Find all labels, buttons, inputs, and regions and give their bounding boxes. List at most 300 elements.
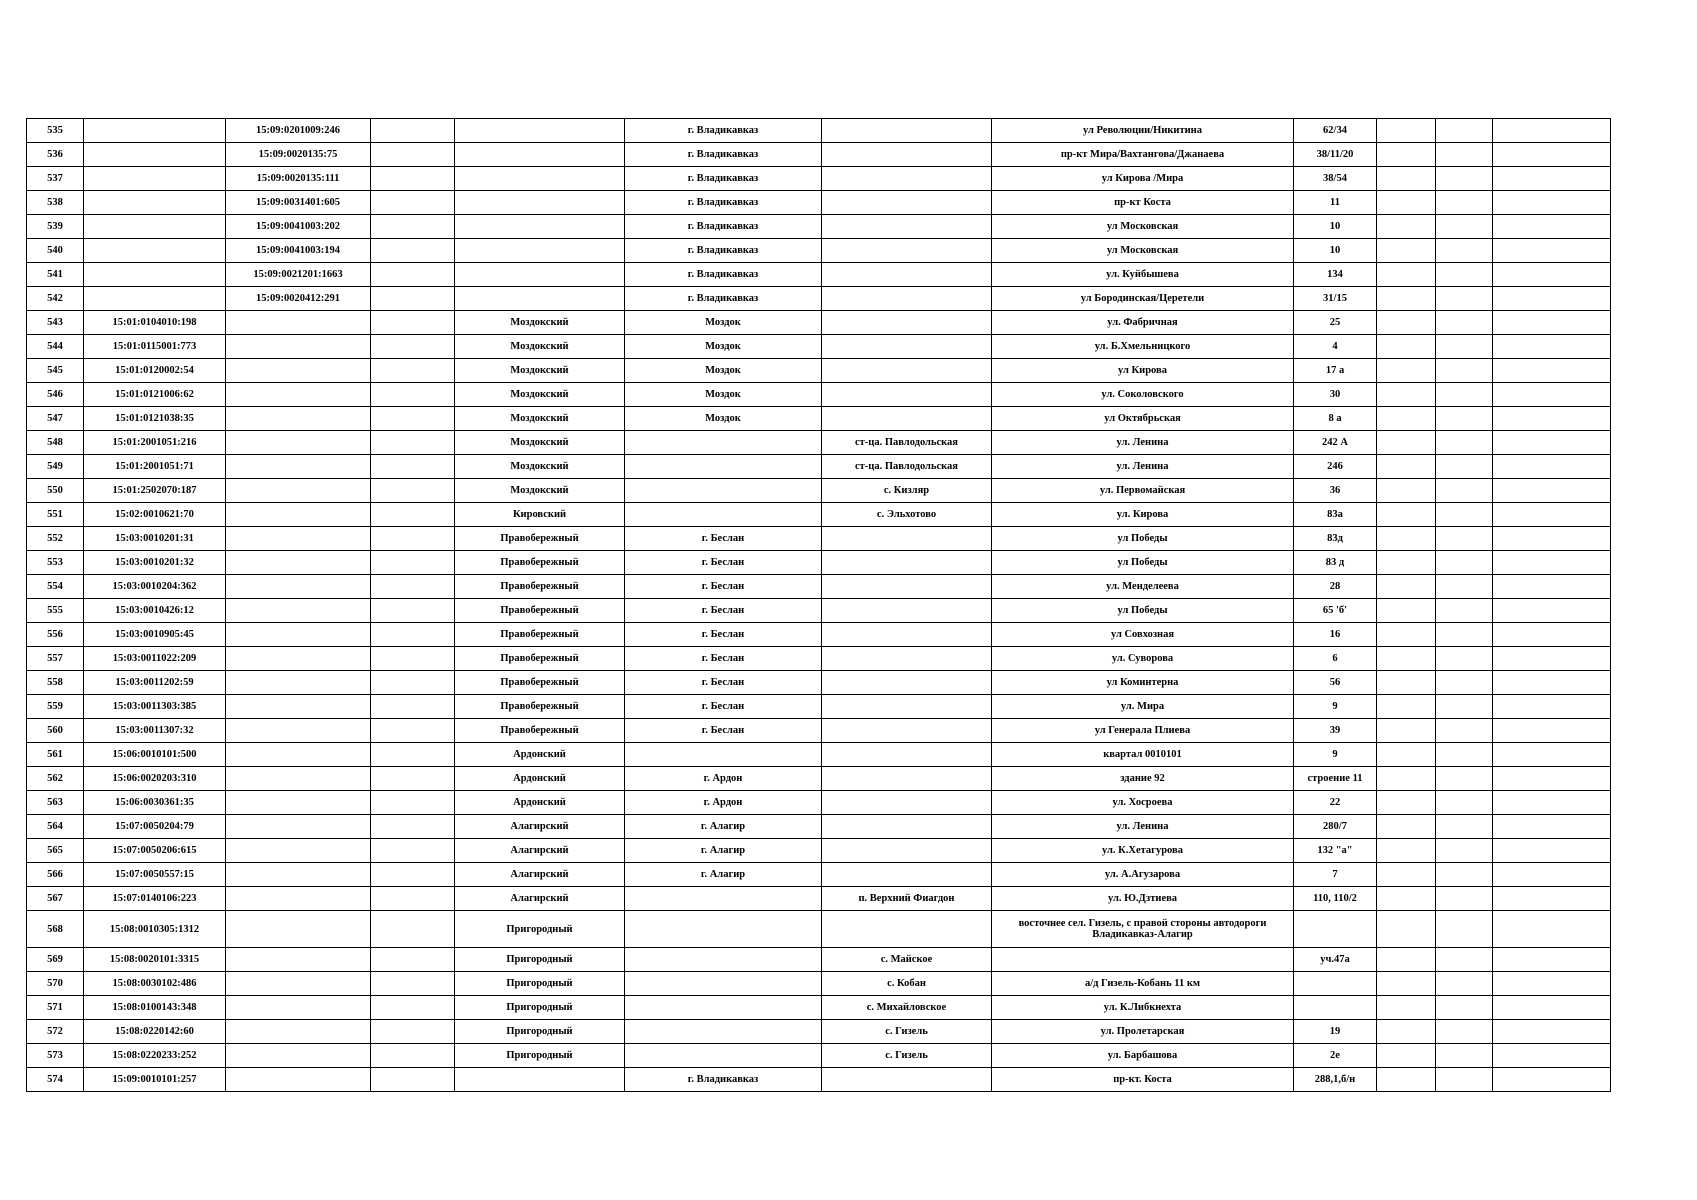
cadastral-number-cell: 15:08:0220142:60 (84, 1020, 226, 1044)
row-number-cell: 535 (27, 119, 84, 143)
blank-cell (1436, 551, 1493, 575)
table-row (27, 359, 1611, 383)
table-row (27, 407, 1611, 431)
cadastral-number-cell (84, 119, 226, 143)
cadastral-number-alt-cell (226, 1020, 371, 1044)
blank-cell (1436, 383, 1493, 407)
blank-cell (1436, 335, 1493, 359)
cadastral-number-cell: 15:01:0121038:35 (84, 407, 226, 431)
cadastral-number-cell (84, 239, 226, 263)
blank-cell (1436, 1020, 1493, 1044)
cadastral-number-cell: 15:06:0020203:310 (84, 767, 226, 791)
row-number-cell: 537 (27, 167, 84, 191)
table-row (27, 1020, 1611, 1044)
table-row (27, 479, 1611, 503)
district-cell: Кировский (455, 503, 625, 527)
settlement-cell (822, 719, 992, 743)
blank-cell (1436, 671, 1493, 695)
blank-cell (1377, 287, 1436, 311)
cadastral-number-alt-cell: 15:09:0201009:246 (226, 119, 371, 143)
district-cell: Пригородный (455, 1020, 625, 1044)
blank-cell (1436, 215, 1493, 239)
settlement-cell: с. Михайловское (822, 996, 992, 1020)
row-number-cell: 549 (27, 455, 84, 479)
cadastral-number-alt-cell (226, 839, 371, 863)
house-number-cell: 28 (1294, 575, 1377, 599)
settlement-cell (822, 407, 992, 431)
cadastral-number-alt-cell (226, 335, 371, 359)
city-cell: г. Беслан (625, 575, 822, 599)
cadastral-number-alt-cell (226, 695, 371, 719)
city-cell: г. Беслан (625, 551, 822, 575)
table-row (27, 695, 1611, 719)
house-number-cell: 110, 110/2 (1294, 887, 1377, 911)
cadastral-number-cell: 15:09:0010101:257 (84, 1068, 226, 1092)
settlement-cell: с. Эльхотово (822, 503, 992, 527)
blank-cell (1493, 599, 1611, 623)
city-cell (625, 972, 822, 996)
house-number-cell: 280/7 (1294, 815, 1377, 839)
blank-cell (1377, 599, 1436, 623)
blank-cell (1377, 719, 1436, 743)
blank-cell (371, 815, 455, 839)
blank-cell (1436, 407, 1493, 431)
table-row (27, 575, 1611, 599)
blank-cell (1377, 1020, 1436, 1044)
cadastral-number-cell: 15:08:0100143:348 (84, 996, 226, 1020)
blank-cell (371, 647, 455, 671)
cadastral-number-alt-cell (226, 383, 371, 407)
cadastral-number-cell: 15:03:0010201:31 (84, 527, 226, 551)
cadastral-number-alt-cell (226, 647, 371, 671)
district-cell: Правобережный (455, 647, 625, 671)
district-cell: Моздокский (455, 455, 625, 479)
blank-cell (1493, 791, 1611, 815)
cadastral-number-alt-cell (226, 503, 371, 527)
city-cell: Моздок (625, 311, 822, 335)
blank-cell (1493, 972, 1611, 996)
city-cell: г. Владикавказ (625, 215, 822, 239)
district-cell: Пригородный (455, 996, 625, 1020)
settlement-cell (822, 143, 992, 167)
blank-cell (371, 575, 455, 599)
district-cell (455, 119, 625, 143)
cadastral-number-alt-cell: 15:09:0020412:291 (226, 287, 371, 311)
cadastral-number-alt-cell (226, 575, 371, 599)
blank-cell (1377, 948, 1436, 972)
street-cell: здание 92 (992, 767, 1294, 791)
cadastral-number-cell: 15:07:0050204:79 (84, 815, 226, 839)
street-cell: ул. Первомайская (992, 479, 1294, 503)
district-cell: Моздокский (455, 359, 625, 383)
cadastral-number-alt-cell (226, 359, 371, 383)
cadastral-number-alt-cell (226, 551, 371, 575)
blank-cell (371, 119, 455, 143)
street-cell: ул. А.Агузарова (992, 863, 1294, 887)
cadastral-number-cell: 15:03:0010204:362 (84, 575, 226, 599)
cadastral-number-cell: 15:01:2001051:71 (84, 455, 226, 479)
street-cell: ул. Ленина (992, 455, 1294, 479)
blank-cell (371, 167, 455, 191)
blank-cell (1377, 479, 1436, 503)
cadastral-number-cell: 15:08:0220233:252 (84, 1044, 226, 1068)
district-cell: Правобережный (455, 575, 625, 599)
street-cell: ул Победы (992, 599, 1294, 623)
blank-cell (1436, 479, 1493, 503)
cadastral-number-alt-cell: 15:09:0020135:75 (226, 143, 371, 167)
cadastral-number-alt-cell (226, 911, 371, 948)
blank-cell (1493, 479, 1611, 503)
house-number-cell: строение 11 (1294, 767, 1377, 791)
blank-cell (371, 911, 455, 948)
blank-cell (371, 143, 455, 167)
cadastral-number-alt-cell (226, 407, 371, 431)
blank-cell (1493, 335, 1611, 359)
blank-cell (1436, 815, 1493, 839)
street-cell: ул Московская (992, 215, 1294, 239)
row-number-cell: 548 (27, 431, 84, 455)
settlement-cell (822, 215, 992, 239)
house-number-cell (1294, 996, 1377, 1020)
street-cell: ул Коминтерна (992, 671, 1294, 695)
district-cell: Моздокский (455, 479, 625, 503)
cadastral-number-alt-cell: 15:09:0020135:111 (226, 167, 371, 191)
street-cell: а/д Гизель-Кобань 11 км (992, 972, 1294, 996)
cadastral-number-cell: 15:03:0011303:385 (84, 695, 226, 719)
city-cell: г. Владикавказ (625, 239, 822, 263)
cadastral-number-alt-cell (226, 791, 371, 815)
blank-cell (1436, 647, 1493, 671)
blank-cell (371, 359, 455, 383)
table-row (27, 972, 1611, 996)
cadastral-number-alt-cell (226, 1068, 371, 1092)
cadastral-number-cell (84, 287, 226, 311)
district-cell: Моздокский (455, 311, 625, 335)
table-row (27, 191, 1611, 215)
house-number-cell: 2е (1294, 1044, 1377, 1068)
house-number-cell: 132 "а" (1294, 839, 1377, 863)
table-row (27, 791, 1611, 815)
blank-cell (1436, 431, 1493, 455)
table-row (27, 839, 1611, 863)
cadastral-number-alt-cell (226, 863, 371, 887)
house-number-cell: 10 (1294, 239, 1377, 263)
blank-cell (1436, 996, 1493, 1020)
blank-cell (1436, 311, 1493, 335)
city-cell (625, 1044, 822, 1068)
cadastral-number-cell: 15:03:0010201:32 (84, 551, 226, 575)
district-cell: Правобережный (455, 551, 625, 575)
blank-cell (1377, 972, 1436, 996)
district-cell: Пригородный (455, 911, 625, 948)
blank-cell (371, 671, 455, 695)
cadastral-number-alt-cell (226, 311, 371, 335)
cadastral-number-alt-cell (226, 767, 371, 791)
district-cell: Правобережный (455, 671, 625, 695)
district-cell: Моздокский (455, 383, 625, 407)
blank-cell (371, 335, 455, 359)
blank-cell (1493, 839, 1611, 863)
street-cell (992, 948, 1294, 972)
district-cell: Алагирский (455, 887, 625, 911)
blank-cell (1493, 996, 1611, 1020)
blank-cell (1493, 407, 1611, 431)
settlement-cell (822, 311, 992, 335)
blank-cell (1436, 143, 1493, 167)
row-number-cell: 555 (27, 599, 84, 623)
street-cell: ул Московская (992, 239, 1294, 263)
blank-cell (1493, 383, 1611, 407)
house-number-cell: 38/11/20 (1294, 143, 1377, 167)
row-number-cell: 559 (27, 695, 84, 719)
city-cell (625, 887, 822, 911)
district-cell (455, 287, 625, 311)
cadastral-number-alt-cell: 15:09:0041003:194 (226, 239, 371, 263)
blank-cell (1377, 1044, 1436, 1068)
blank-cell (371, 431, 455, 455)
cadastral-number-cell: 15:01:2502070:187 (84, 479, 226, 503)
blank-cell (1377, 239, 1436, 263)
settlement-cell (822, 599, 992, 623)
table-row (27, 863, 1611, 887)
blank-cell (1493, 719, 1611, 743)
street-cell: ул. Фабричная (992, 311, 1294, 335)
blank-cell (1436, 167, 1493, 191)
street-cell: ул. Пролетарская (992, 1020, 1294, 1044)
blank-cell (1436, 239, 1493, 263)
row-number-cell: 556 (27, 623, 84, 647)
blank-cell (1436, 887, 1493, 911)
settlement-cell: п. Верхний Фиагдон (822, 887, 992, 911)
cadastral-number-cell: 15:01:0120002:54 (84, 359, 226, 383)
blank-cell (371, 863, 455, 887)
blank-cell (1377, 311, 1436, 335)
blank-cell (1493, 455, 1611, 479)
blank-cell (1436, 263, 1493, 287)
table-row (27, 911, 1611, 948)
cadastral-number-cell: 15:07:0050557:15 (84, 863, 226, 887)
settlement-cell (822, 551, 992, 575)
row-number-cell: 573 (27, 1044, 84, 1068)
blank-cell (1377, 143, 1436, 167)
district-cell: Алагирский (455, 839, 625, 863)
cadastral-number-cell: 15:01:2001051:216 (84, 431, 226, 455)
district-cell: Ардонский (455, 743, 625, 767)
blank-cell (1493, 215, 1611, 239)
blank-cell (371, 719, 455, 743)
table-row (27, 815, 1611, 839)
row-number-cell: 564 (27, 815, 84, 839)
blank-cell (1436, 695, 1493, 719)
street-cell: ул. Куйбышева (992, 263, 1294, 287)
blank-cell (1377, 647, 1436, 671)
city-cell: г. Владикавказ (625, 167, 822, 191)
blank-cell (1436, 359, 1493, 383)
row-number-cell: 544 (27, 335, 84, 359)
blank-cell (371, 503, 455, 527)
blank-cell (1377, 407, 1436, 431)
row-number-cell: 567 (27, 887, 84, 911)
cadastral-number-cell: 15:03:0011202:59 (84, 671, 226, 695)
blank-cell (1377, 695, 1436, 719)
cadastral-number-cell: 15:06:0030361:35 (84, 791, 226, 815)
blank-cell (371, 407, 455, 431)
house-number-cell: 134 (1294, 263, 1377, 287)
settlement-cell: с. Гизель (822, 1044, 992, 1068)
city-cell: г. Ардон (625, 767, 822, 791)
blank-cell (1436, 743, 1493, 767)
district-cell (455, 1068, 625, 1092)
blank-cell (1436, 599, 1493, 623)
district-cell (455, 191, 625, 215)
street-cell: ул. К.Либкнехта (992, 996, 1294, 1020)
cadastral-number-alt-cell (226, 527, 371, 551)
cadastral-number-cell: 15:08:0020101:3315 (84, 948, 226, 972)
house-number-cell: уч.47а (1294, 948, 1377, 972)
city-cell (625, 911, 822, 948)
cadastral-number-cell (84, 167, 226, 191)
city-cell: г. Владикавказ (625, 1068, 822, 1092)
row-number-cell: 568 (27, 911, 84, 948)
blank-cell (371, 479, 455, 503)
blank-cell (1493, 911, 1611, 948)
blank-cell (1377, 887, 1436, 911)
settlement-cell: ст-ца. Павлодольская (822, 431, 992, 455)
settlement-cell (822, 767, 992, 791)
street-cell: ул Победы (992, 527, 1294, 551)
blank-cell (1377, 767, 1436, 791)
blank-cell (1436, 839, 1493, 863)
blank-cell (1493, 671, 1611, 695)
table-row (27, 383, 1611, 407)
settlement-cell: ст-ца. Павлодольская (822, 455, 992, 479)
house-number-cell: 83а (1294, 503, 1377, 527)
table-row (27, 143, 1611, 167)
blank-cell (1377, 119, 1436, 143)
blank-cell (1377, 383, 1436, 407)
blank-cell (1377, 839, 1436, 863)
table-row (27, 119, 1611, 143)
blank-cell (371, 383, 455, 407)
table-row (27, 671, 1611, 695)
row-number-cell: 563 (27, 791, 84, 815)
settlement-cell (822, 791, 992, 815)
cadastral-number-cell: 15:06:0010101:500 (84, 743, 226, 767)
blank-cell (371, 1068, 455, 1092)
blank-cell (1377, 263, 1436, 287)
house-number-cell: 38/54 (1294, 167, 1377, 191)
city-cell: г. Владикавказ (625, 287, 822, 311)
row-number-cell: 570 (27, 972, 84, 996)
table-body (27, 119, 1611, 1092)
blank-cell (1436, 527, 1493, 551)
blank-cell (1377, 996, 1436, 1020)
street-cell: квартал 0010101 (992, 743, 1294, 767)
row-number-cell: 545 (27, 359, 84, 383)
row-number-cell: 560 (27, 719, 84, 743)
blank-cell (371, 191, 455, 215)
blank-cell (1493, 191, 1611, 215)
cadastral-number-cell: 15:07:0140106:223 (84, 887, 226, 911)
table-row (27, 719, 1611, 743)
table-row (27, 623, 1611, 647)
blank-cell (1493, 863, 1611, 887)
district-cell: Пригородный (455, 972, 625, 996)
house-number-cell: 56 (1294, 671, 1377, 695)
blank-cell (1493, 287, 1611, 311)
cadastral-number-alt-cell (226, 671, 371, 695)
house-number-cell: 31/15 (1294, 287, 1377, 311)
cadastral-number-cell: 15:01:0115001:773 (84, 335, 226, 359)
house-number-cell: 65 'б' (1294, 599, 1377, 623)
blank-cell (371, 1020, 455, 1044)
blank-cell (371, 623, 455, 647)
settlement-cell: с. Майское (822, 948, 992, 972)
street-cell: ул Революции/Никитина (992, 119, 1294, 143)
house-number-cell: 22 (1294, 791, 1377, 815)
city-cell: г. Алагир (625, 815, 822, 839)
blank-cell (371, 287, 455, 311)
district-cell: Моздокский (455, 335, 625, 359)
city-cell (625, 455, 822, 479)
street-cell: ул Бородинская/Церетели (992, 287, 1294, 311)
blank-cell (1493, 431, 1611, 455)
city-cell: г. Беслан (625, 599, 822, 623)
row-number-cell: 565 (27, 839, 84, 863)
settlement-cell (822, 911, 992, 948)
settlement-cell (822, 575, 992, 599)
house-number-cell: 83 д (1294, 551, 1377, 575)
property-table (26, 118, 1611, 1092)
blank-cell (1377, 863, 1436, 887)
blank-cell (1493, 647, 1611, 671)
settlement-cell (822, 527, 992, 551)
city-cell: г. Владикавказ (625, 143, 822, 167)
district-cell: Алагирский (455, 815, 625, 839)
house-number-cell: 19 (1294, 1020, 1377, 1044)
street-cell: ул. Ю.Дзтиева (992, 887, 1294, 911)
blank-cell (1436, 948, 1493, 972)
cadastral-number-alt-cell (226, 815, 371, 839)
row-number-cell: 553 (27, 551, 84, 575)
cadastral-number-cell: 15:03:0011022:209 (84, 647, 226, 671)
house-number-cell: 8 а (1294, 407, 1377, 431)
street-cell: ул. Б.Хмельницкого (992, 335, 1294, 359)
house-number-cell: 83д (1294, 527, 1377, 551)
row-number-cell: 574 (27, 1068, 84, 1092)
district-cell (455, 143, 625, 167)
settlement-cell (822, 839, 992, 863)
blank-cell (1377, 671, 1436, 695)
settlement-cell (822, 287, 992, 311)
settlement-cell (822, 383, 992, 407)
blank-cell (1493, 503, 1611, 527)
cadastral-number-cell: 15:08:0030102:486 (84, 972, 226, 996)
blank-cell (1436, 791, 1493, 815)
row-number-cell: 557 (27, 647, 84, 671)
settlement-cell (822, 647, 992, 671)
city-cell (625, 503, 822, 527)
row-number-cell: 571 (27, 996, 84, 1020)
city-cell: г. Беслан (625, 623, 822, 647)
street-cell: пр-кт. Коста (992, 1068, 1294, 1092)
row-number-cell: 547 (27, 407, 84, 431)
cadastral-number-cell: 15:08:0010305:1312 (84, 911, 226, 948)
street-cell: ул Генерала Плиева (992, 719, 1294, 743)
settlement-cell (822, 695, 992, 719)
street-cell: ул. Барбашова (992, 1044, 1294, 1068)
street-cell: ул Кирова (992, 359, 1294, 383)
